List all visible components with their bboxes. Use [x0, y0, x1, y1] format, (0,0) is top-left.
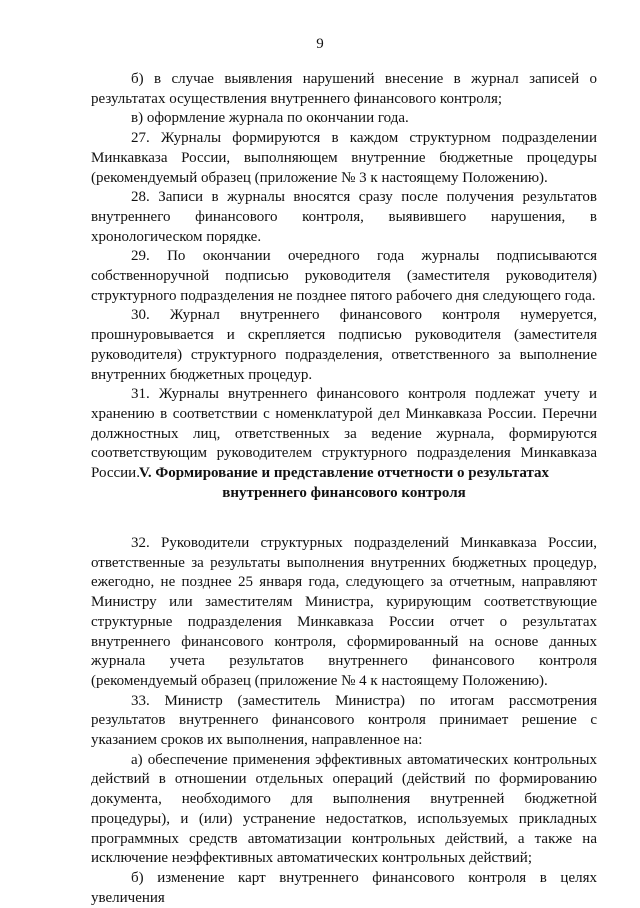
- paragraph: а) обеспечение применения эффективных автоматических контрольных действий в отношении отдельных операций (действий по формированию документа, необходимого для выполнения внутренней бюджетной процедуры), и (или) устранение недостатков, используемых прикладных программных средств автоматизации контрольных действий, а также на исключение неэффективных автоматических контрольных действий;: [91, 751, 597, 867]
- section-heading: [91, 463, 597, 503]
- paragraph: 33. Министр (заместитель Министра) по итогам рассмотрения результатов внутреннего финансового контроля принимает решение с указанием сроков их выполнения, направленное на:: [91, 692, 597, 749]
- paragraph: 28. Записи в журналы вносятся сразу после получения результатов внутреннего финансового контроля, выявившего нарушения, в хронологическом порядке.: [91, 189, 597, 245]
- body-text-top: [91, 70, 597, 484]
- paragraph: 29. По окончании очередного года журналы подписываются собственноручной подписью руководителя (заместителя руководителя) структурного подразделения не позднее пятого рабочего дня следующего года.: [91, 248, 597, 304]
- page-number: 9: [316, 36, 324, 52]
- paragraph: 32. Руководители структурных подразделений Минкавказа России, ответственные за результаты выполнения внутренних бюджетных процедур, ежегодно, не позднее 25 января года, следующего за отчетным, направляют Министру или заместителям Министра, курирующим соответствующие структурные подразделения Минкавказа России отчет о результатах внутреннего финансового контроля, сформированный на основе данных журнала учета результатов внутреннего финансового контроля (рекомендуемый образец (приложение № 4 к настоящему Положению).: [91, 535, 597, 689]
- paragraph: 30. Журнал внутреннего финансового контроля нумеруется, прошнуровывается и скрепляется подписью руководителя (заместителя руководителя) структурного подразделения, ответственного за выполнение внутренних бюджетных процедур.: [91, 307, 597, 383]
- section-heading-line: внутреннего финансового контроля: [222, 485, 466, 501]
- body-text-bottom: [91, 534, 597, 908]
- paragraph: б) в случае выявления нарушений внесение в журнал записей о результатах осуществления внутреннего финансового контроля;: [91, 71, 597, 107]
- paragraph: б) изменение карт внутреннего финансового контроля в целях увеличения: [91, 869, 597, 906]
- paragraph: 31. Журналы внутреннего финансового контроля подлежат учету и хранению в соответствии с номенклатурой дел Минкавказа России. Перечни должностных лиц, ответственных за ведение журнала, формируются соответствующим руководителем структурного подразделения Минкавказа России.: [91, 386, 597, 482]
- section-heading-line: V. Формирование и представление отчетности о результатах: [138, 465, 550, 481]
- paragraph: в) оформление журнала по окончании года.: [131, 110, 409, 127]
- paragraph: 27. Журналы формируются в каждом структурном подразделении Минкавказа России, выполняющем внутренние бюджетные процедуры (рекомендуемый образец (приложение № 3 к настоящему Положению).: [91, 130, 597, 186]
